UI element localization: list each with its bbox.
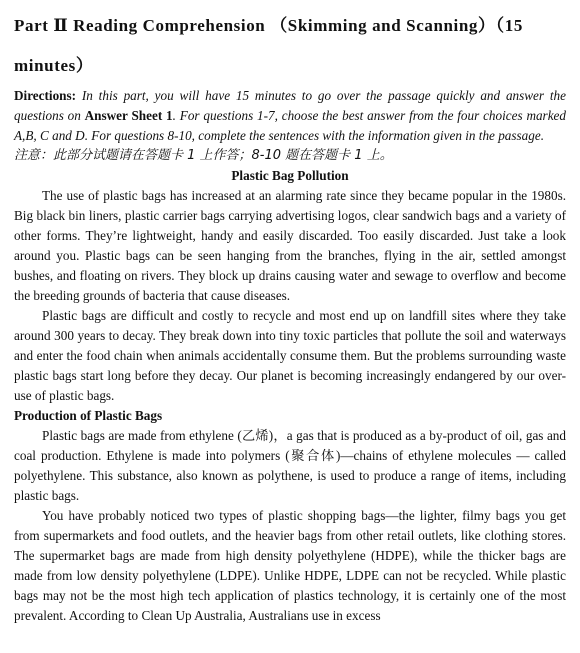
chinese-note: 注意：此部分试题请在答题卡 1 上作答；8-10 题在答题卡 1 上。 bbox=[14, 148, 393, 163]
answer-sheet-reference: Answer Sheet 1 bbox=[84, 108, 173, 123]
paragraph-3: Plastic bags are made from ethylene (乙烯)，a gas that is produced as a by-product of oil, gas and coal production. Ethylene is made into polymers (聚合体)—chains of ethylene molecules — called polyethylene. This substance, also known as polythene, is used to produce a range of items, including plastic bags. bbox=[14, 428, 566, 503]
part-heading bbox=[14, 0, 566, 86]
part-heading-line1: Part Ⅱ Reading Comprehension （Skimming and Scanning）（15 bbox=[14, 16, 523, 35]
paragraph-4: You have probably noticed two types of plastic shopping bags—the lighter, filmy bags you get from supermarkets and food outlets, and the heavier bags from other retail outlets, like clothing stores. The supermarket bags are made from high density polyethylene (HDPE), while the thicker bags are made from low density polyethylene (LDPE). Unlike HDPE, LDPE can not be recycled. While plastic bags may not be the most high tech application of plastics technology, it is certainly one of the most prevalent. According to Clean Up Australia, Australians use in excess bbox=[14, 508, 566, 623]
directions bbox=[14, 86, 566, 146]
directions-label: Directions: bbox=[14, 88, 77, 103]
part-heading-line2: minutes） bbox=[14, 56, 94, 75]
directions-text-before: In this part, you will have 15 minutes to go over the passage quickly and answer the questions on bbox=[14, 88, 566, 123]
paragraph-2: Plastic bags are difficult and costly to recycle and most end up on landfill sites where they take around 300 years to decay. They break down into tiny toxic particles that pollute the soil and waterways and enter the food chain when animals accidentally consume them. But the problems surrounding waste plastic bags start long before they decay. Our planet is becoming increasingly endangered by our over-use of plastic bags. bbox=[14, 308, 566, 403]
directions-text-after: . For questions 1-7, choose the best answer from the four choices marked A,B, C and D. For questions 8-10, complete the sentences with the information given in the passage. bbox=[14, 108, 566, 143]
article-title: Plastic Bag Pollution bbox=[231, 168, 349, 183]
section-heading: Production of Plastic Bags bbox=[14, 408, 163, 423]
paragraph-1: The use of plastic bags has increased at an alarming rate since they became popular in the 1980s. Big black bin liners, plastic carrier bags carrying advertising logos, clear sandwich bags and a variety of other forms. They’re lightweight, handy and easily discarded. Too easily discarded. Just take a look around you. Plastic bags can be seen hanging from the branches, flying in the air, settled amongst bushes, and floating on rivers. They block up drains causing water and sewage to overflow and become the breeding grounds of bacteria that cause diseases. bbox=[14, 188, 566, 303]
